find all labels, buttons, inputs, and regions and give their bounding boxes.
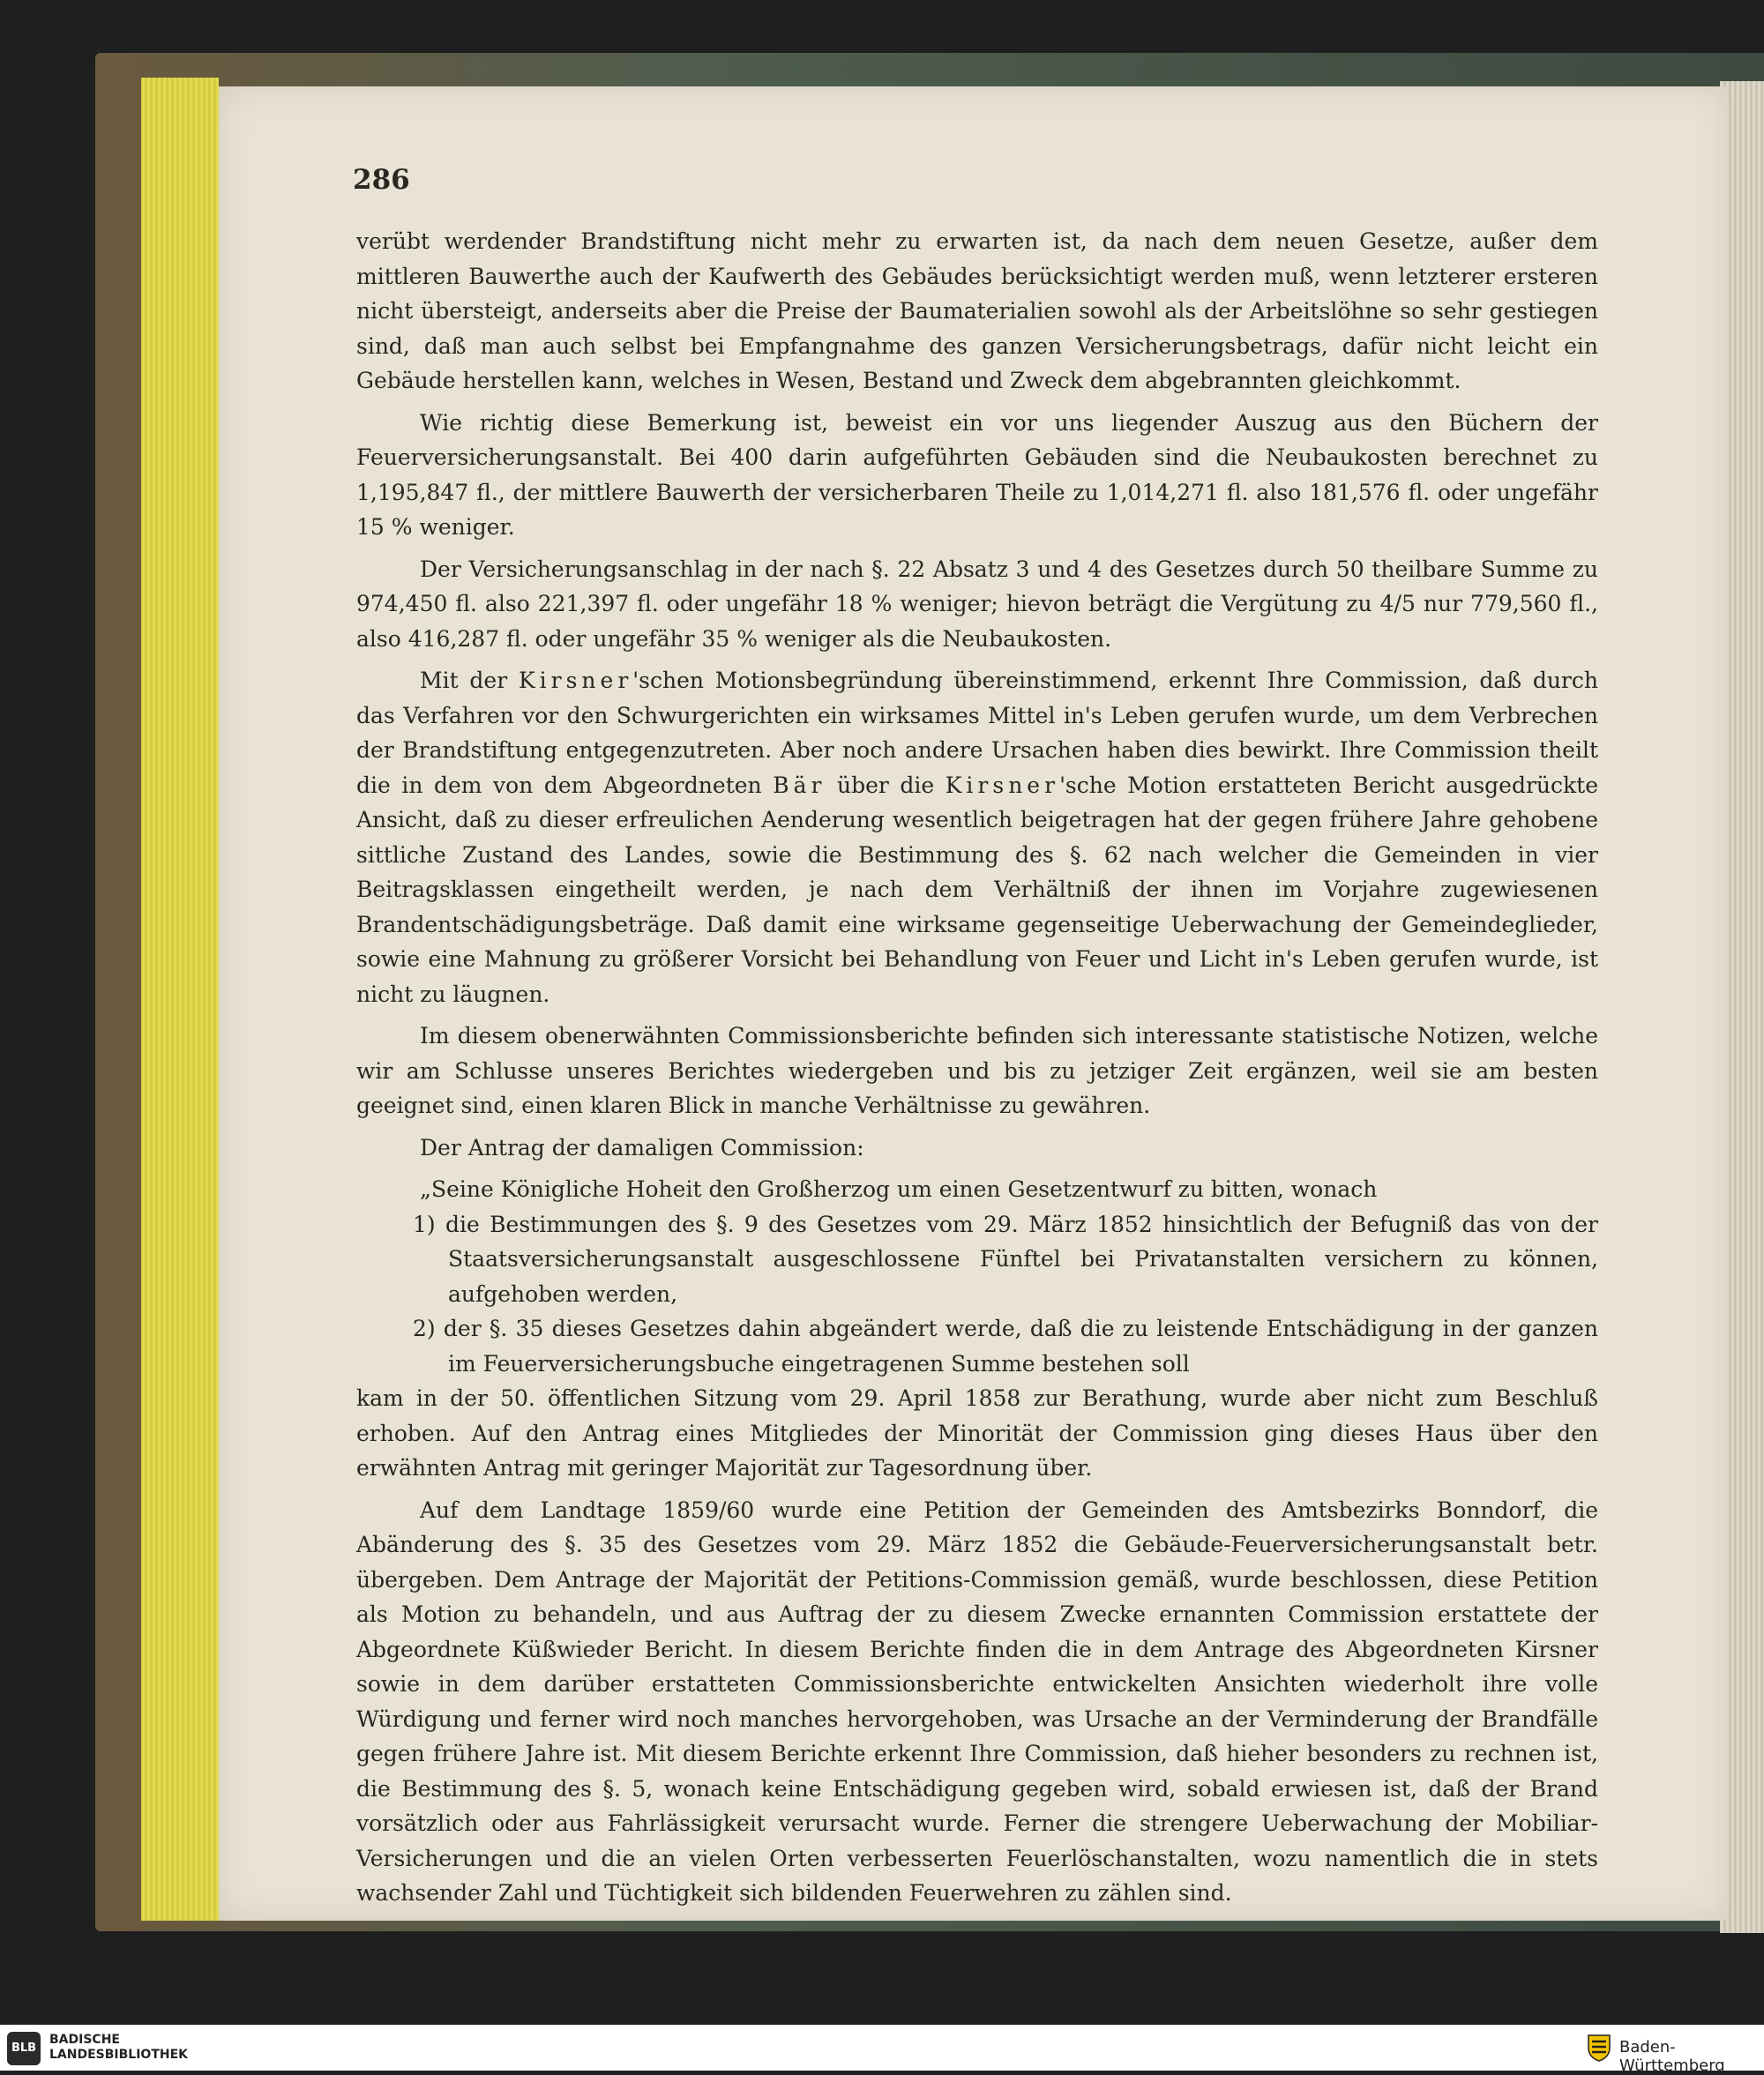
person-name: Kirsner (518, 668, 633, 693)
library-name-line-1: BADISCHE (49, 2033, 120, 2047)
list-item: 1) die Bestimmungen des §. 9 des Gesetzes vom 29. März 1852 hinsichtlich der Befugniß das von der Staatsversicherungsanstalt ausgeschlossene Fünftel bei Privatanstalten versichern zu können, aufgehoben werden, (413, 1211, 1598, 1307)
library-name-line-2: LANDESBIBLIOTHEK (49, 2048, 189, 2062)
page-text (356, 224, 1598, 1911)
quote-intro: „Seine Königliche Hoheit den Großherzog um einen Gesetzentwurf zu bitten, wonach (420, 1176, 1378, 1202)
text-run: 'schen Motionsbegründung übereinstimmend, erkennt Ihre Commission, daß durch das Verfahren vor den Schwurgerichten ein wirksames Mittel in's Leben gerufen wurde, um dem Verbrechen der Brandstiftung entgegenzutreten. Aber noch andere Ursachen haben dies bewirkt. Ihre Commission theilt die in dem von dem Abgeordneten (356, 668, 1598, 798)
paragraph-5: Im diesem obenerwähnten Commissionsberichte befinden sich interessante statistische Notizen, welche wir am Schlusse unseres Berichtes wiedergeben und bis zu jetziger Zeit ergänzen, weil sie am besten geeignet sind, einen klaren Blick in manche Verhältnisse zu gewähren. (356, 1023, 1598, 1118)
paragraph-1: verübt werdender Brandstiftung nicht mehr zu erwarten ist, da nach dem neuen Gesetze, außer dem mittleren Bauwerthe auch der Kaufwerth des Gebäudes berücksichtigt werden muß, wenn letzterer ersteren nicht übersteigt, anderseits aber die Preise der Baumaterialien sowohl als der Arbeitslöhne so sehr gestiegen sind, daß man auch selbst bei Empfangnahme des ganzen Versicherungsbetrags, dafür nicht leicht ein Gebäude herstellen kann, welches in Wesen, Bestand und Zweck dem abgebrannten gleichkommt. (356, 228, 1598, 393)
paragraph-4 (356, 663, 1598, 1011)
state-name[interactable]: Baden-Württemberg (1619, 2038, 1725, 2075)
library-name[interactable] (49, 2033, 188, 2063)
text-run: über die (826, 772, 946, 798)
text-run: 'sche Motion erstatteten Bericht ausgedrückte Ansicht, daß zu dieser erfreulichen Aenderung wesentlich beigetragen hat der gegen frühere Jahre gehobene sittliche Zustand des Landes, sowie die Bestimmung des §. 62 nach welcher die Gemeinden in vier Beitragsklassen eingetheilt werden, je nach dem Verhältniß der ihnen im Vorjahre zugewiesenen Brandentschädigungsbeträge. Daß damit eine wirksame gegenseitige Ueberwachung der Gemeindeglieder, sowie eine Mahnung zu größerer Vorsicht bei Behandlung von Feuer und Licht in's Leben gerufen wurde, ist nicht zu läugnen. (356, 772, 1599, 1007)
footer-bar (0, 2025, 1764, 2075)
paragraph-6: Der Antrag der damaligen Commission: (420, 1134, 864, 1161)
baden-wuerttemberg-crest-icon[interactable] (1586, 2034, 1612, 2062)
paragraph-2: Wie richtig diese Bemerkung ist, beweist ein vor uns liegender Auszug aus den Büchern der Feuerversicherungsanstalt. Bei 400 darin aufgeführten Gebäuden sind die Neubaukosten berechnet zu 1,195,847 fl., der mittlere Bauwerth der versicherbaren Theile zu 1,014,271 fl. also 181,576 fl. oder ungefähr 15 % weniger. (356, 409, 1598, 540)
person-name: Bär (773, 772, 826, 798)
gilt-page-edge (141, 78, 219, 1921)
paragraph-7: kam in der 50. öffentlichen Sitzung vom 29. April 1858 zur Berathung, wurde aber nicht zum Beschluß erhoben. Auf den Antrag eines Mitgliedes der Minorität der Commission ging dieses Haus über den erwähnten Antrag mit geringer Majorität zur Tagesordnung über. (356, 1385, 1598, 1481)
person-name: Kirsner (945, 772, 1060, 798)
paragraph-8: Auf dem Landtage 1859/60 wurde eine Petition der Gemeinden des Amtsbezirks Bonndorf, die Abänderung des §. 35 des Gesetzes vom 29. März 1852 die Gebäude-Feuerversicherungsanstalt betr. übergeben. Dem Antrage der Majorität der Petitions-Commission gemäß, wurde beschlossen, diese Petition als Motion zu behandeln, und aus Auftrag der zu diesem Zwecke ernannten Commission erstattete der Abgeordnete Küßwieder Bericht. In diesem Berichte finden die in dem Antrage des Abgeordneten Kirsner sowie in dem darüber erstatteten Commissionsberichte entwickelten Ansichten wiederholt ihre volle Würdigung und ferner wird noch manches hervorgehoben, was Ursache an der Verminderung der Brandfälle gegen frühere Jahre ist. Mit diesem Berichte erkennt Ihre Commission, daß hieher besonders zu rechnen ist, die Bestimmung des §. 5, wonach keine Entschädigung gegeben wird, sobald erwiesen ist, daß der Brand vorsätzlich oder aus Fahrlässigkeit verursacht wurde. Ferner die strengere Ueberwachung der Mobiliar-Versicherungen und die an vielen Orten verbesserten Feuerlöschanstalten, wozu namentlich die in stets wachsender Zahl und Tüchtigkeit sich bildenden Feuerwehren zu zählen sind. (356, 1497, 1598, 1906)
blb-logo[interactable]: BLB (7, 2032, 41, 2065)
paragraph-3: Der Versicherungsanschlag in der nach §. 22 Absatz 3 und 4 des Gesetzes durch 50 theilbare Summe zu 974,450 fl. also 221,397 fl. oder ungefähr 18 % weniger; hievon beträgt die Vergütung zu 4/5 nur 779,560 fl., also 416,287 fl. oder ungefähr 35 % weniger als die Neubaukosten. (356, 556, 1598, 652)
text-run: Mit der (420, 668, 519, 693)
list-item: 2) der §. 35 dieses Gesetzes dahin abgeändert werde, daß die zu leistende Entschädigung in der ganzen im Feuerversicherungsbuche eingetragenen Summe bestehen soll (413, 1316, 1598, 1377)
page-number: 286 (353, 164, 410, 196)
